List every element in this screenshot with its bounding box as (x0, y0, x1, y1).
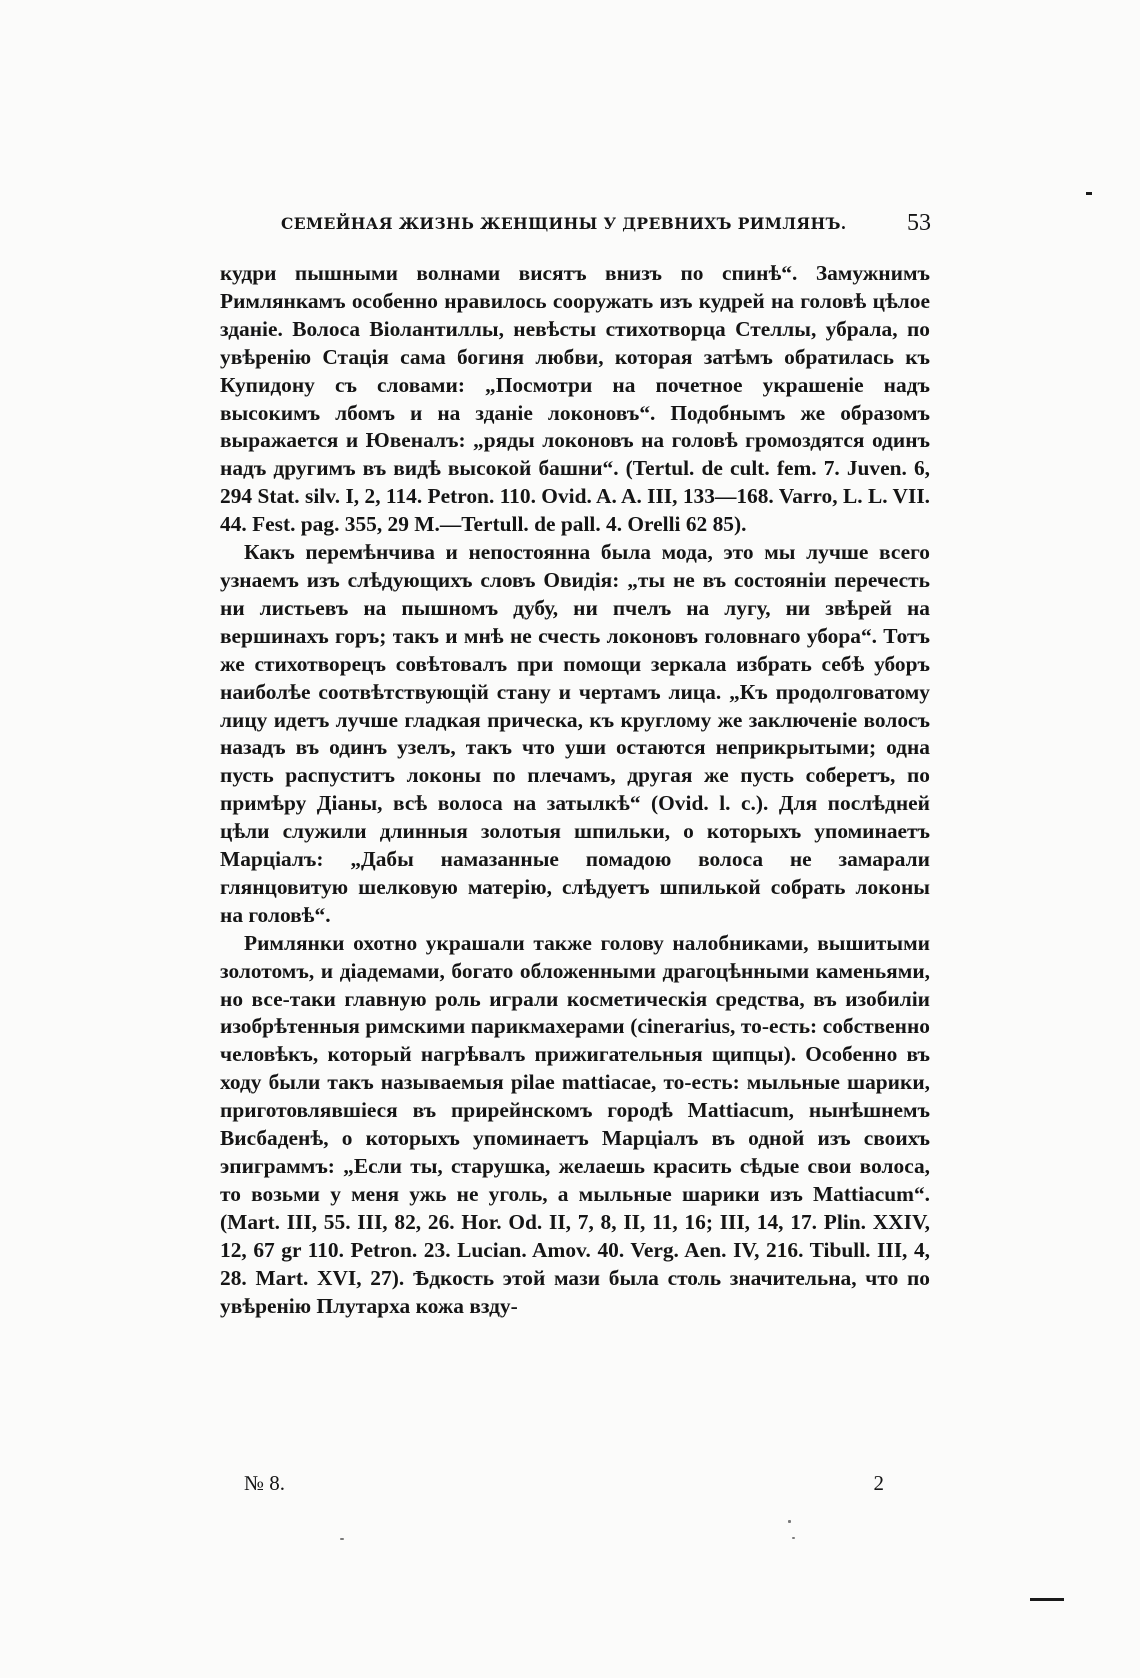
page-number: 53 (907, 210, 931, 236)
issue-number: № 8. (244, 1471, 286, 1495)
scan-speck (792, 1537, 795, 1539)
running-title: СЕМЕЙНАЯ ЖИЗНЬ ЖЕНЩИНЫ У ДРЕВНИХЪ РИМЛЯНЪ. (281, 214, 847, 233)
paragraph-1: кудри пышными волнами висятъ внизъ по спинѣ“. Замужнимъ Римлянкамъ особенно нравилось сооружать изъ кудрей на головѣ цѣлое зданіе. Волоса Віолантиллы, невѣсты стихотворца Стеллы, убрала, по увѣренію Стація сама богиня любви, которая затѣмъ обратилась къ Купидону съ словами: „Посмотри на почетное украшеніе надъ высокимъ лбомъ и на зданіе локоновъ“. Подобнымъ же образомъ выражается и Ювеналъ: „ряды локоновъ на головѣ громоздятся одинъ надъ другимъ въ видѣ высокой башни“. (Tertul. de cult. fem. 7. Juven. 6, 294 Stat. silv. I, 2, 114. Petron. 110. Ovid. A. A. III, 133—168. Varro, L. L. VII. 44. Fest. pag. 355, 29 M.—Tertull. de pall. 4. Orelli 62 85). (220, 261, 930, 537)
margin-mark-top (1086, 192, 1092, 195)
paragraph-2: Какъ перемѣнчива и непостоянна была мода, это мы лучше всего узнаемъ изъ слѣдующихъ словъ Овидія: „ты не въ состояніи перечесть ни листьевъ на пышномъ дубу, ни пчелъ на лугу, ни звѣрей на вершинахъ горъ; такъ и мнѣ не счесть локоновъ головнаго убора“. Тотъ же стихотворецъ совѣтовалъ при помощи зеркала избрать себѣ уборъ наиболѣе соотвѣтствующій стану и чертамъ лица. „Къ продолговатому лицу идетъ лучше гладкая прическа, къ круглому же заключеніе волосъ назадъ въ одинъ узелъ, такъ что уши остаются неприкрытыми; одна пусть распуститъ локоны по плечамъ, другая же пусть соберетъ, по примѣру Діаны, всѣ волоса на затылкѣ“ (Ovid. l. c.). Для послѣдней цѣли служили длинныя золотыя шпильки, о которыхъ упоминаетъ Марціалъ: „Дабы намазанные помадою волоса не замарали глянцовитую шелковую матерію, слѣдуетъ шпилькой собрать локоны на головѣ“. (220, 540, 930, 927)
page-footer (244, 1471, 884, 1501)
paragraph-3: Римлянки охотно украшали также голову налобниками, вышитыми золотомъ, и діадемами, богато обложенными драгоцѣнными каменьями, но все-таки главную роль играли косметическія средства, въ изобиліи изобрѣтенныя римскими парикмахерами (cinerarius, то-есть: собственно человѣкъ, который нагрѣвалъ прижигательныя щипцы). Особенно въ ходу были такъ называемыя pilae mattiacae, то-есть: мыльные шарики, приготовлявшіеся въ прирейнскомъ городѣ Mattiacum, нынѣшнемъ Висбаденѣ, о которыхъ упоминаетъ Марціалъ въ одной изъ своихъ эпиграммъ: „Если ты, старушка, желаешь красить сѣдые свои волоса, то возьми у меня ужь не уголь, а мыльные шарики изъ Mattiacum“. (Mart. III, 55. III, 82, 26. Hor. Od. II, 7, 8, II, 11, 16; III, 14, 17. Plin. XXIV, 12, 67 gr 110. Petron. 23. Lucian. Amov. 40. Verg. Aen. IV, 216. Tibull. III, 4, 28. Mart. XVI, 27). Ѣдкость этой мази была столь значительна, что по увѣренію Плутарха кожа взду- (220, 930, 930, 1318)
scan-speck (340, 1538, 344, 1540)
margin-mark-bottom (1030, 1598, 1064, 1601)
page-header (281, 210, 931, 244)
scan-speck (788, 1520, 791, 1523)
body-text (220, 260, 930, 1320)
signature-mark: 2 (873, 1471, 884, 1495)
